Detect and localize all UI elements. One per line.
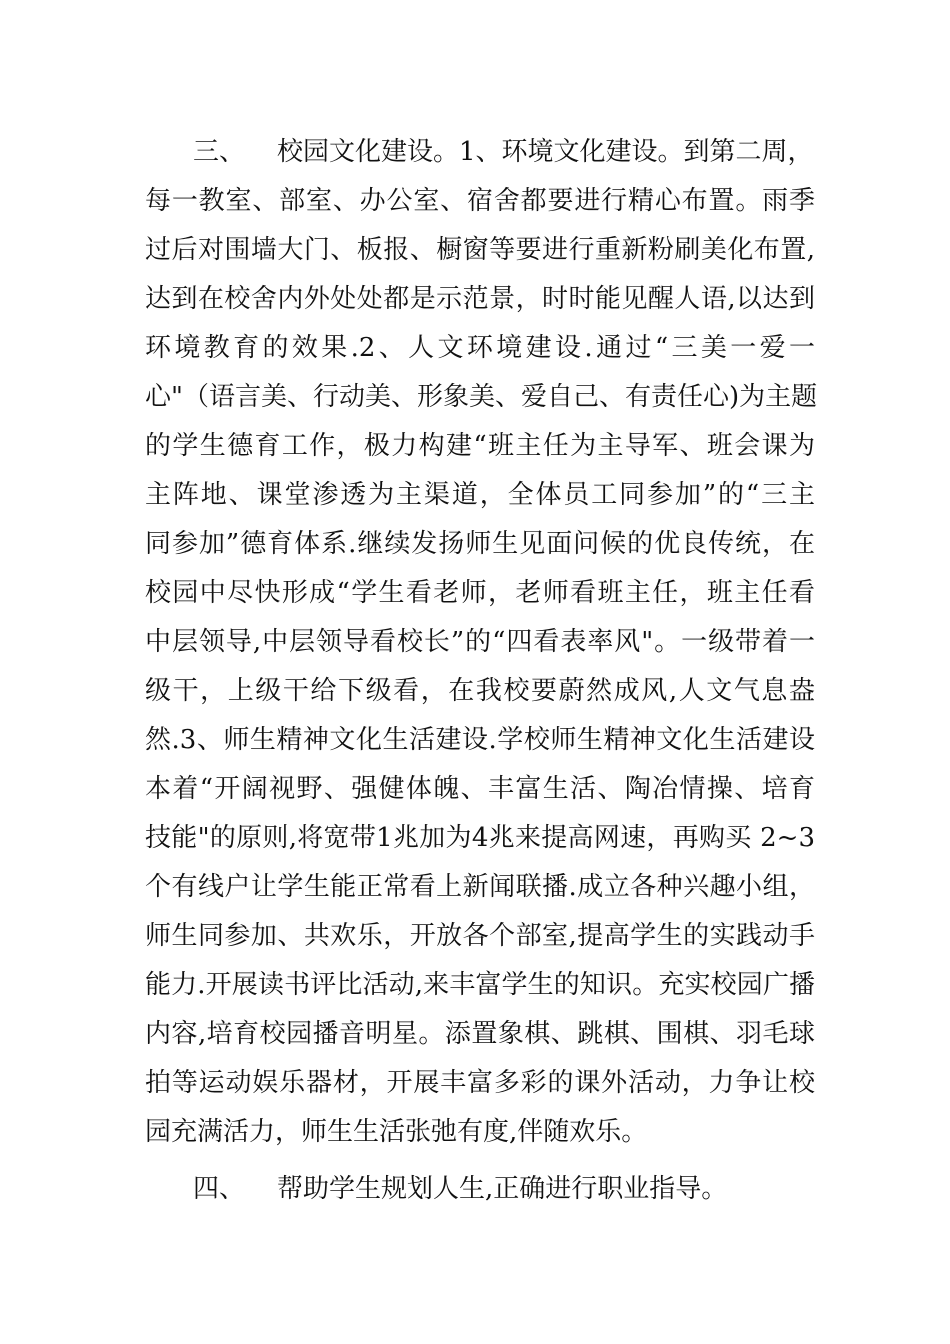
document-body [145, 128, 818, 1214]
section-3-line-13: 然.3、师生精神文化生活建设.学校师生精神文化生活建设 [145, 725, 815, 755]
section-3-line-9: 同参加”德育体系.继续发扬师生见面问候的优良传统，在 [145, 529, 815, 559]
section-3-line-19: 内容,培育校园播音明星。添置象棋、跳棋、围棋、羽毛球 [145, 1019, 815, 1049]
section-3-line-12: 级干，上级干给下级看，在我校要蔚然成风,人文气息盎 [145, 676, 815, 706]
section-3-line-20: 拍等运动娱乐器材，开展丰富多彩的课外活动，力争让校 [145, 1068, 815, 1098]
section-4-text: 帮助学生规划人生,正确进行职业指导。 [277, 1174, 728, 1204]
section-3-line-1: 校园文化建设。1、环境文化建设。到第二周， [277, 137, 814, 167]
section-3-line-17: 师生同参加、共欢乐，开放各个部室,提高学生的实践动手 [145, 921, 815, 951]
section-3-line-15: 技能"的原则,将宽带1兆加为4兆来提高网速，再购买 2~3 [145, 823, 815, 853]
section-4-number: 四、 [193, 1174, 246, 1204]
section-3-line-4: 达到在校舍内外处处都是示范景，时时能见醒人语,以达到 [145, 284, 815, 314]
section-3-line-11: 中层领导,中层领导看校长”的“四看表率风"。一级带着一 [145, 627, 815, 657]
section-3-line-21: 园充满活力，师生生活张弛有度,伴随欢乐。 [145, 1117, 648, 1147]
section-3-line-8: 主阵地、课堂渗透为主渠道，全体员工同参加”的“三主 [145, 480, 815, 510]
section-3-number: 三、 [193, 137, 246, 167]
section-3-line-18: 能力.开展读书评比活动,来丰富学生的知识。充实校园广播 [145, 970, 815, 1000]
paragraph-gap [145, 1157, 815, 1165]
section-3-line-6: 心"（语言美、行动美、形象美、爱自己、有责任心)为主题 [145, 382, 818, 412]
section-3-line-10: 校园中尽快形成“学生看老师，老师看班主任，班主任看 [145, 578, 815, 608]
section-3-line-7: 的学生德育工作，极力构建“班主任为主导军、班会课为 [145, 431, 815, 461]
section-3-line-14: 本着“开阔视野、强健体魄、丰富生活、陶冶情操、培育 [145, 774, 815, 804]
section-3-line-16: 个有线户让学生能正常看上新闻联播.成立各种兴趣小组， [145, 872, 815, 902]
section-3-line-2: 每一教室、部室、办公室、宿舍都要进行精心布置。雨季 [145, 186, 815, 216]
section-3-line-5: 环境教育的效果.2、人文环境建设.通过“三美一爱一 [145, 333, 815, 363]
section-4-line [145, 1165, 815, 1214]
section-3-line-3: 过后对围墙大门、板报、橱窗等要进行重新粉刷美化布置, [145, 235, 815, 265]
section-3-first-line [145, 128, 815, 177]
